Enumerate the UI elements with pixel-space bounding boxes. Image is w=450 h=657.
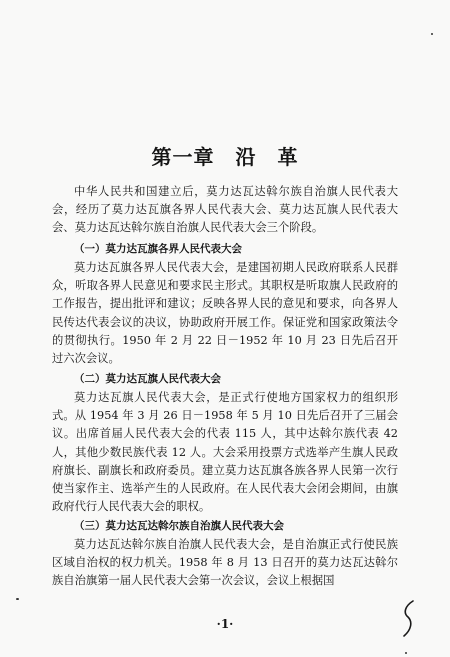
scan-speck — [405, 652, 407, 654]
handwritten-mark-icon — [396, 598, 420, 640]
section-2-heading: （二）莫力达瓦旗人民代表大会 — [74, 373, 221, 385]
section-1-paragraph: 莫力达瓦旗各界人民代表大会，是建国初期人民政府联系人民群众，听取各界人民意见和要求民主形式。其职权是听取旗人民政府的工作报告，提出批评和建议；反映各界人民的意见和要求，向各界人民传达代表会议的决议，协助政府开展工作。保证党和国家政策法令的贯彻执行。1950 年 2 月 22 日－1952 年 10 月 23 日先后召开过六次会议。 — [52, 261, 398, 366]
scan-speck — [431, 33, 433, 35]
chapter-title: 第一章 沿 革 — [151, 145, 299, 169]
scan-speck — [16, 598, 19, 600]
section-1-heading: （一）莫力达瓦旗各界人民代表大会 — [74, 243, 242, 255]
section-2-paragraph: 莫力达瓦旗人民代表大会，是正式行使地方国家权力的组织形式。从 1954 年 3 月 26 日－1958 年 5 月 10 日先后召开了三届会议。出席首届人民代表大会的代表 115 人，其中达斡尔族代表 42 人，其他少数民族代表 12 人。大会采用投票方式选举产生旗人民政府旗长、副旗长和政府委员。建立莫力达瓦旗各族各界人民第一次行使当家作主、选举产生的人民政府。在人民代表大会闭会期间，由旗政府代行人民代表大会的职权。 — [52, 391, 398, 514]
section-3-heading: （三）莫力达瓦达斡尔族自治旗人民代表大会 — [74, 520, 284, 532]
page-number: ·1· — [216, 617, 234, 631]
intro-paragraph: 中华人民共和国建立后，莫力达瓦达斡尔族自治旗人民代表大会，经历了莫力达瓦旗各界人民代表大会、莫力达瓦旗人民代表大会、莫力达瓦达斡尔族自治旗人民代表大会三个阶段。 — [52, 185, 398, 235]
section-3-paragraph: 莫力达瓦达斡尔族自治旗人民代表大会，是自治旗正式行使民族区域自治权的权力机关。1958 年 8 月 13 日召开的莫力达瓦达斡尔族自治旗第一届人民代表大会第一次会议，会议上根据国 — [52, 538, 398, 588]
